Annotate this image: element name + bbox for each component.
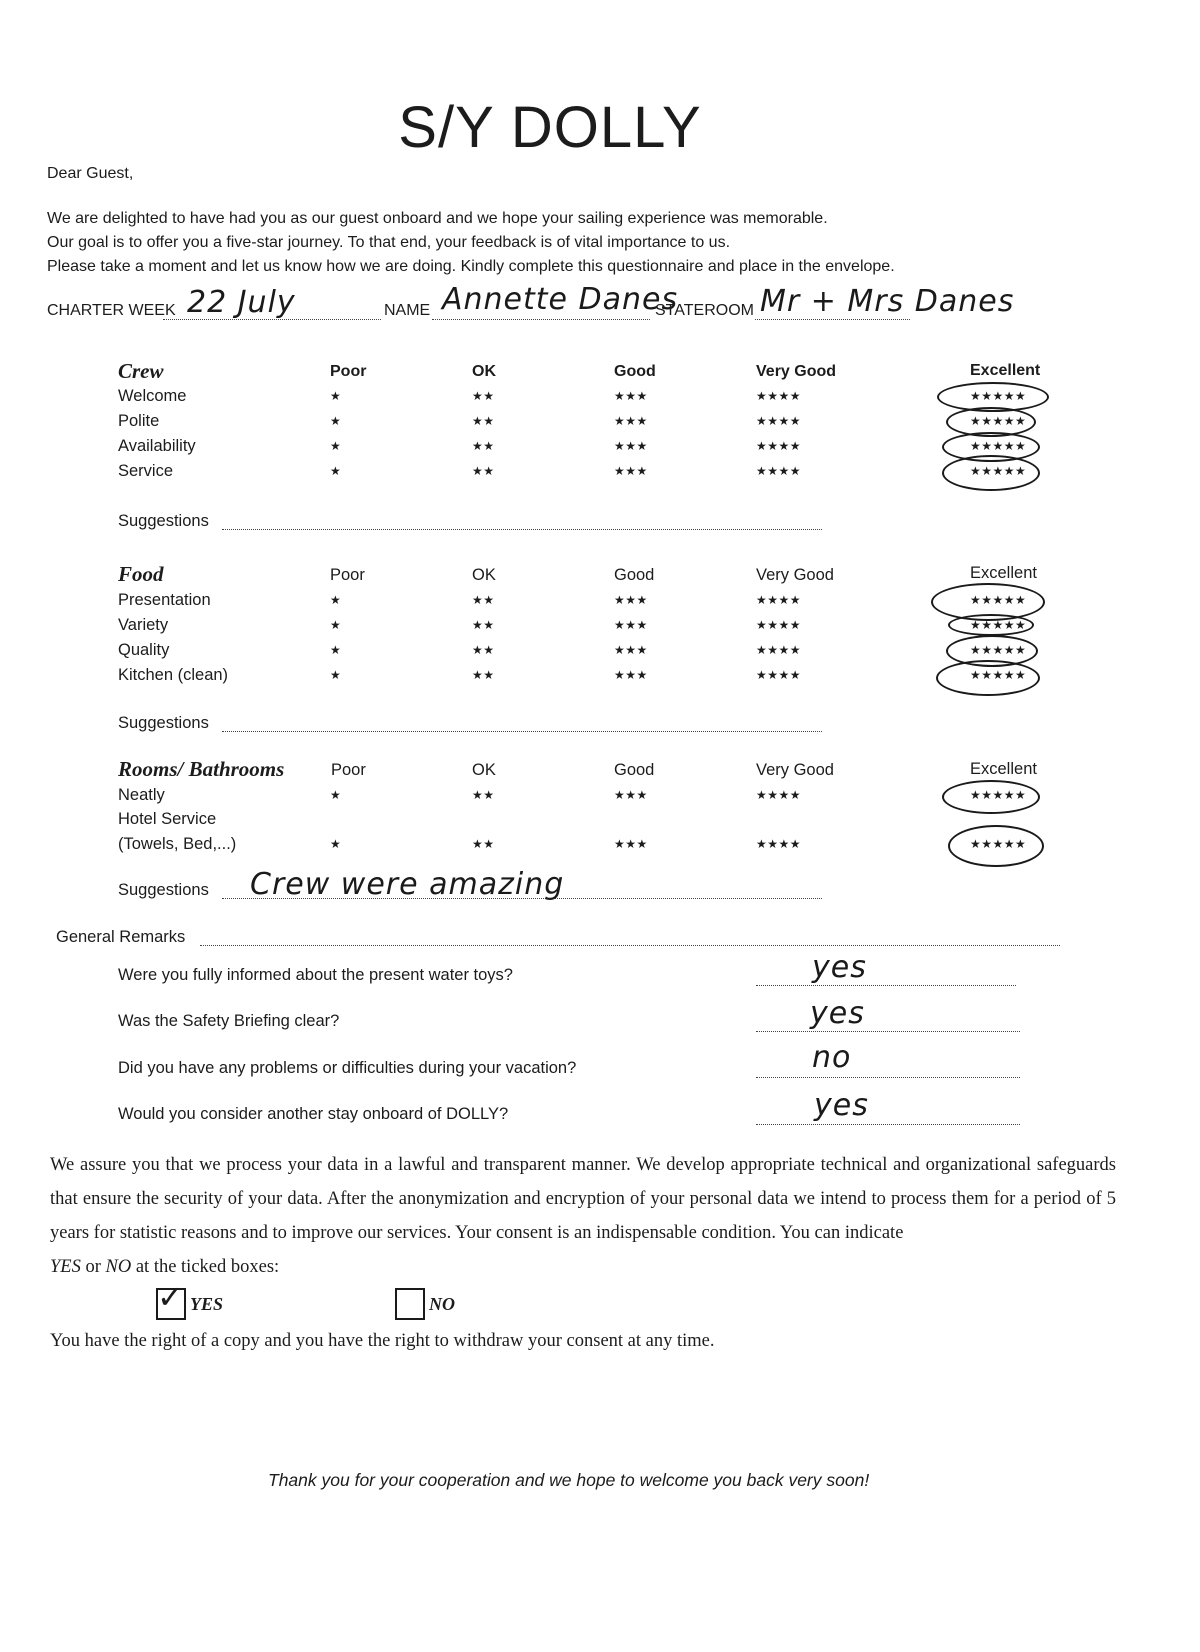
rooms-suggestions-label: Suggestions [118, 881, 209, 899]
selection-circle [942, 780, 1040, 814]
star-good[interactable]: ★★★ [614, 643, 648, 657]
general-remarks-field[interactable] [200, 945, 1060, 946]
answer-field[interactable]: yes [810, 996, 865, 1031]
question-text: Would you consider another stay onboard of DOLLY? [118, 1105, 509, 1123]
tick-mark-icon: ✓ [157, 1278, 184, 1316]
star-excellent[interactable]: ★★★★★ [970, 643, 1027, 657]
star-very-good[interactable]: ★★★★ [756, 837, 802, 851]
name-line [432, 319, 650, 320]
stateroom-field[interactable]: Mr + Mrs Danes [760, 284, 1015, 319]
answer-line [756, 1124, 1020, 1125]
star-very-good[interactable]: ★★★★ [756, 439, 802, 453]
star-very-good[interactable]: ★★★★ [756, 414, 802, 428]
star-good[interactable]: ★★★ [614, 593, 648, 607]
header-ok: OK [472, 761, 496, 779]
crew-suggestions-field[interactable] [222, 529, 822, 530]
star-poor[interactable]: ★ [330, 668, 342, 682]
row-label: Presentation [118, 591, 211, 609]
header-excellent: Excellent [970, 362, 1041, 379]
consent-no-label: NO [429, 1294, 455, 1314]
header-excellent: Excellent [970, 760, 1037, 778]
header-ok: OK [472, 566, 496, 584]
star-good[interactable]: ★★★ [614, 837, 648, 851]
thank-you-message: Thank you for your cooperation and we hope to welcome you back very soon! [268, 1470, 870, 1490]
star-very-good[interactable]: ★★★★ [756, 464, 802, 478]
row-label: Hotel Service [118, 810, 217, 828]
header-very-good: Very Good [756, 566, 834, 584]
section-title-food: Food [118, 562, 164, 586]
name-field[interactable]: Annette Danes [442, 282, 679, 317]
row-label-sub: (Towels, Bed,...) [118, 835, 237, 853]
star-ok[interactable]: ★★ [472, 439, 495, 453]
greeting: Dear Guest, [47, 165, 134, 182]
star-excellent[interactable]: ★★★★★ [970, 414, 1027, 428]
or-word: or [80, 1257, 106, 1277]
header-good: Good [614, 566, 655, 584]
star-good[interactable]: ★★★ [614, 618, 648, 632]
star-ok[interactable]: ★★ [472, 788, 495, 802]
header-poor: Poor [331, 761, 366, 779]
selection-circle [948, 825, 1044, 867]
star-good[interactable]: ★★★ [614, 389, 648, 403]
header-good: Good [614, 363, 656, 380]
star-ok[interactable]: ★★ [472, 837, 495, 851]
privacy-text: We assure you that we process your data in a lawful and transparent manner. We develop appropriate technical and organizational safeguards that ensure the security of your data. After the anonymization and encryption of your personal data we intend to process them for a period of 5 years for statistic reasons and to improve our services. Your consent is an indispensable condition. You can indicate [50, 1155, 1116, 1243]
star-ok[interactable]: ★★ [472, 643, 495, 657]
answer-field[interactable]: no [812, 1040, 852, 1075]
star-excellent[interactable]: ★★★★★ [970, 837, 1027, 851]
star-ok[interactable]: ★★ [472, 389, 495, 403]
answer-line [756, 1031, 1020, 1032]
consent-yes-label: YES [190, 1294, 224, 1314]
row-label: Quality [118, 641, 170, 659]
star-excellent[interactable]: ★★★★★ [970, 439, 1027, 453]
page-title: S/Y DOLLY [398, 95, 702, 160]
stateroom-line [755, 319, 910, 320]
star-ok[interactable]: ★★ [472, 593, 495, 607]
star-poor[interactable]: ★ [330, 389, 342, 403]
intro-line-2: Our goal is to offer you a five-star journey. To that end, your feedback is of vital importance to us. [47, 234, 731, 251]
answer-field[interactable]: yes [812, 950, 867, 985]
header-excellent: Excellent [970, 564, 1037, 582]
star-poor[interactable]: ★ [330, 593, 342, 607]
header-poor: Poor [330, 363, 367, 380]
rooms-suggestions-field[interactable]: Crew were amazing [250, 867, 565, 902]
star-poor[interactable]: ★ [330, 837, 342, 851]
header-very-good: Very Good [756, 363, 837, 380]
star-excellent[interactable]: ★★★★★ [970, 618, 1027, 632]
star-poor[interactable]: ★ [330, 414, 342, 428]
star-very-good[interactable]: ★★★★ [756, 643, 802, 657]
header-good: Good [614, 761, 655, 779]
header-ok: OK [472, 363, 496, 380]
star-excellent[interactable]: ★★★★★ [970, 593, 1027, 607]
row-label: Variety [118, 616, 169, 634]
star-very-good[interactable]: ★★★★ [756, 668, 802, 682]
star-good[interactable]: ★★★ [614, 668, 648, 682]
row-label: Welcome [118, 387, 187, 405]
header-poor: Poor [330, 566, 365, 584]
star-very-good[interactable]: ★★★★ [756, 618, 802, 632]
question-text: Was the Safety Briefing clear? [118, 1012, 340, 1030]
answer-line [756, 1077, 1020, 1078]
question-text: Did you have any problems or difficulties during your vacation? [118, 1059, 577, 1077]
section-title-rooms: Rooms/ Bathrooms [118, 757, 285, 781]
star-poor[interactable]: ★ [330, 643, 342, 657]
row-label: Availability [118, 437, 196, 455]
consent-no-checkbox[interactable] [395, 1288, 425, 1320]
star-excellent[interactable]: ★★★★★ [970, 464, 1027, 478]
star-good[interactable]: ★★★ [614, 788, 648, 802]
charter-week-label: CHARTER WEEK [47, 302, 176, 319]
star-ok[interactable]: ★★ [472, 668, 495, 682]
yes-word: YES [50, 1257, 81, 1277]
food-suggestions-field[interactable] [222, 731, 822, 732]
answer-field[interactable]: yes [814, 1088, 869, 1123]
star-good[interactable]: ★★★ [614, 439, 648, 453]
selection-circle [942, 455, 1040, 491]
rights-text: You have the right of a copy and you have the right to withdraw your consent at any time. [50, 1331, 715, 1351]
charter-week-field[interactable]: 22 July [187, 285, 296, 320]
row-label: Polite [118, 412, 160, 430]
star-excellent[interactable]: ★★★★★ [970, 788, 1027, 802]
no-word: NO [105, 1257, 132, 1277]
row-label: Neatly [118, 786, 165, 804]
star-very-good[interactable]: ★★★★ [756, 788, 802, 802]
section-title-crew: Crew [118, 359, 164, 383]
star-very-good[interactable]: ★★★★ [756, 593, 802, 607]
selection-circle [936, 660, 1040, 696]
star-poor[interactable]: ★ [330, 618, 342, 632]
star-poor[interactable]: ★ [330, 464, 342, 478]
name-label: NAME [384, 302, 431, 319]
star-ok[interactable]: ★★ [472, 618, 495, 632]
star-very-good[interactable]: ★★★★ [756, 389, 802, 403]
header-very-good: Very Good [756, 761, 834, 779]
star-excellent[interactable]: ★★★★★ [970, 668, 1027, 682]
answer-line [756, 985, 1016, 986]
general-remarks-label: General Remarks [56, 928, 186, 946]
star-poor[interactable]: ★ [330, 439, 342, 453]
row-label: Service [118, 462, 174, 480]
star-good[interactable]: ★★★ [614, 414, 648, 428]
selection-circle [948, 614, 1034, 636]
star-poor[interactable]: ★ [330, 788, 342, 802]
stateroom-label: STATEROOM [655, 302, 754, 319]
crew-suggestions-label: Suggestions [118, 512, 209, 530]
star-ok[interactable]: ★★ [472, 414, 495, 428]
row-label: Kitchen (clean) [118, 666, 229, 684]
star-ok[interactable]: ★★ [472, 464, 495, 478]
star-excellent[interactable]: ★★★★★ [970, 389, 1027, 403]
food-suggestions-label: Suggestions [118, 714, 209, 732]
intro-line-1: We are delighted to have had you as our guest onboard and we hope your sailing experience was memorable. [47, 210, 828, 227]
star-good[interactable]: ★★★ [614, 464, 648, 478]
question-text: Were you fully informed about the present water toys? [118, 966, 513, 984]
consent-instruction: at the ticked boxes: [131, 1257, 280, 1277]
intro-line-3: Please take a moment and let us know how we are doing. Kindly complete this questionnaire and place in the envelope. [47, 258, 895, 275]
